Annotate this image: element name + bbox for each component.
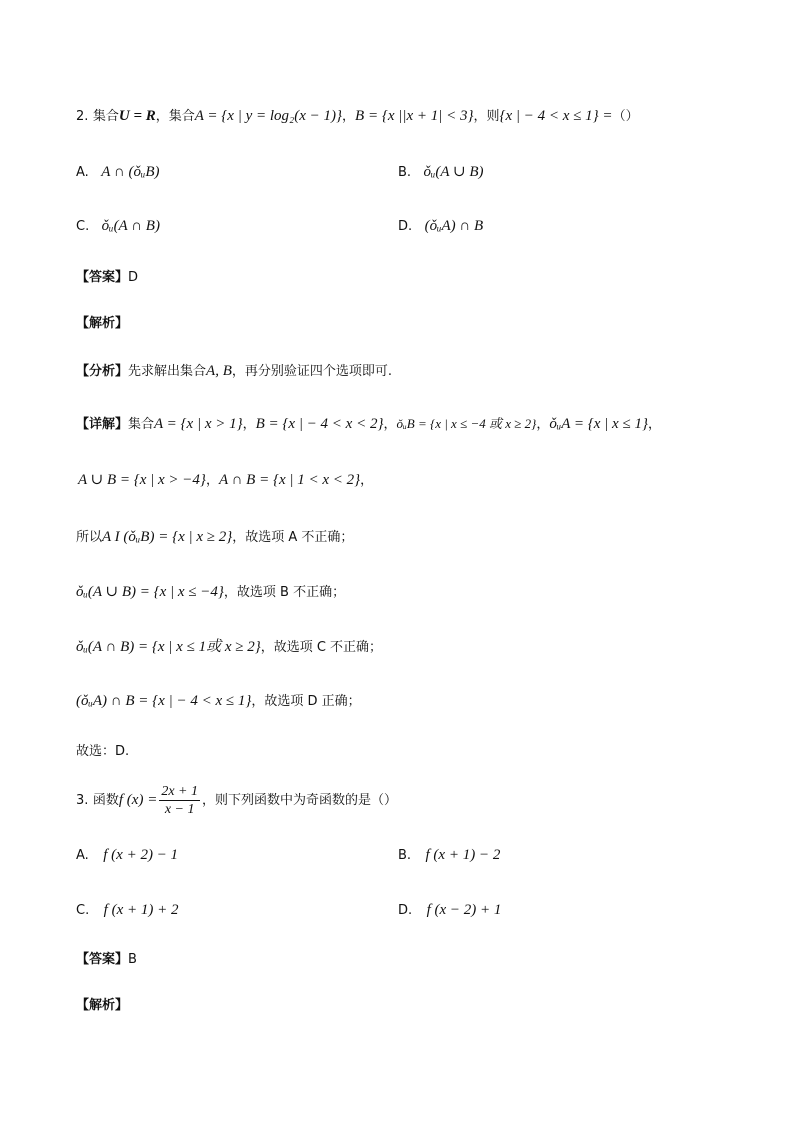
q2-xiangjie-line-2 [78,470,373,491]
q2-option-a [76,162,160,183]
q2-stem-text: 集合 [92,109,119,124]
solution-text: ， [647,417,661,432]
solution-text: 所以 [76,530,103,545]
solution-text: ， [360,473,374,488]
q2-stem-math: {x | − 4 < x ≤ 1} = [499,108,613,124]
solution-text: ， [536,417,550,432]
q3-option-b [398,845,500,866]
q2-stem-text: ，集合 [155,109,195,124]
q3-option-a [76,845,178,866]
q2-xiangjie-line-3 [76,527,353,548]
analysis-label: 【解析】 [76,998,129,1013]
q2-stem-math: U = R [118,108,156,124]
q2-xiangjie-line-1 [76,414,661,435]
q2-stem-text: ， [342,109,356,124]
q3-stem-math: f (x) = [118,792,158,808]
solution-math: A ∪ B = {x | x > −4} [78,472,206,488]
option-label: D. [398,903,413,918]
q2-stem-math: A = {x | y = log₂(x − 1)} [194,108,343,124]
fenxi-text: 先求解出集合 [128,364,207,379]
q2-xiangjie-line-5 [76,637,382,658]
answer-label: 【答案】 [76,270,129,285]
fenxi-label: 【分析】 [76,364,129,379]
option-math: f (x + 1) − 2 [425,847,501,863]
q2-xiangjie-line-6 [76,691,361,712]
fenxi-math: A, B [206,363,232,379]
xiangjie-label: 【详解】 [76,417,129,432]
q2-conclusion [76,741,129,762]
option-math: ǒᵤ(A ∪ B) [423,164,484,180]
option-label: C. [76,903,90,918]
q3-stem [76,780,397,821]
solution-text: ， [383,417,397,432]
option-math: A ∩ (ǒᵤB) [101,164,160,180]
solution-math: (ǒᵤA) ∩ B = {x | − 4 < x ≤ 1} [76,693,252,709]
solution-text: 集合 [128,417,155,432]
q2-option-c [76,216,160,237]
option-math: f (x − 2) + 1 [426,902,502,918]
solution-math: ǒᵤA = {x | x ≤ 1} [549,416,648,432]
solution-math: A I (ǒᵤB) = {x | x ≥ 2} [102,529,233,545]
option-label: A. [76,165,89,180]
option-math: f (x + 1) + 2 [103,902,179,918]
solution-text: ， [242,417,256,432]
option-label: B. [398,165,412,180]
q3-option-d [398,900,501,921]
q3-option-c [76,900,178,921]
option-label: C. [76,219,90,234]
solution-text: ，故选项 C 不正确； [260,640,383,655]
q3-stem-text: ，则下列函数中为奇函数的是（） [201,793,397,808]
q3-answer [76,949,137,970]
q2-option-b [398,162,484,183]
fenxi-text: ，再分别验证四个选项即可. [231,364,392,379]
solution-math: A = {x | x > 1} [154,416,243,432]
solution-math: ǒᵤB = {x | x ≤ −4 或 x ≥ 2} [396,416,537,431]
answer-value: D [128,270,139,285]
solution-text: ，故选项 D 正确； [251,694,361,709]
answer-value: B [128,952,137,967]
q2-fenxi [76,361,392,382]
q2-stem [76,106,639,127]
q2-answer [76,267,138,288]
solution-math: B = {x | − 4 < x < 2} [255,416,384,432]
q2-analysis-heading [76,313,128,334]
q3-stem-text: 函数 [92,793,119,808]
option-label: B. [398,848,412,863]
q2-stem-text: ，则 [473,109,500,124]
option-label: A. [76,848,89,863]
option-math: ǒᵤ(A ∩ B) [101,218,160,234]
fraction-numerator: 2x + 1 [161,783,198,799]
fraction [159,783,200,818]
option-label: D. [398,219,413,234]
option-math: f (x + 2) − 1 [103,847,179,863]
conclusion-text: 故选：D. [76,744,130,759]
q2-number: 2. [76,109,89,124]
solution-math: ǒᵤ(A ∩ B) = {x | x ≤ 1或 x ≥ 2} [76,639,261,655]
option-math: (ǒᵤA) ∩ B [424,218,484,234]
analysis-label: 【解析】 [76,316,129,331]
q2-stem-text: （） [612,109,639,124]
q3-analysis-heading [76,995,128,1016]
q2-option-d [398,216,483,237]
fraction-denominator: x − 1 [164,801,195,817]
q2-stem-math: B = {x ||x + 1| < 3} [355,108,474,124]
solution-text: ， [205,473,219,488]
q2-xiangjie-line-4 [76,582,345,603]
solution-math: ǒᵤ(A ∪ B) = {x | x ≤ −4} [76,584,224,600]
q3-number: 3. [76,793,89,808]
solution-text: ，故选项 B 不正确； [223,585,346,600]
solution-text: ，故选项 A 不正确； [232,530,354,545]
solution-math: A ∩ B = {x | 1 < x < 2} [218,472,361,488]
answer-label: 【答案】 [76,952,129,967]
